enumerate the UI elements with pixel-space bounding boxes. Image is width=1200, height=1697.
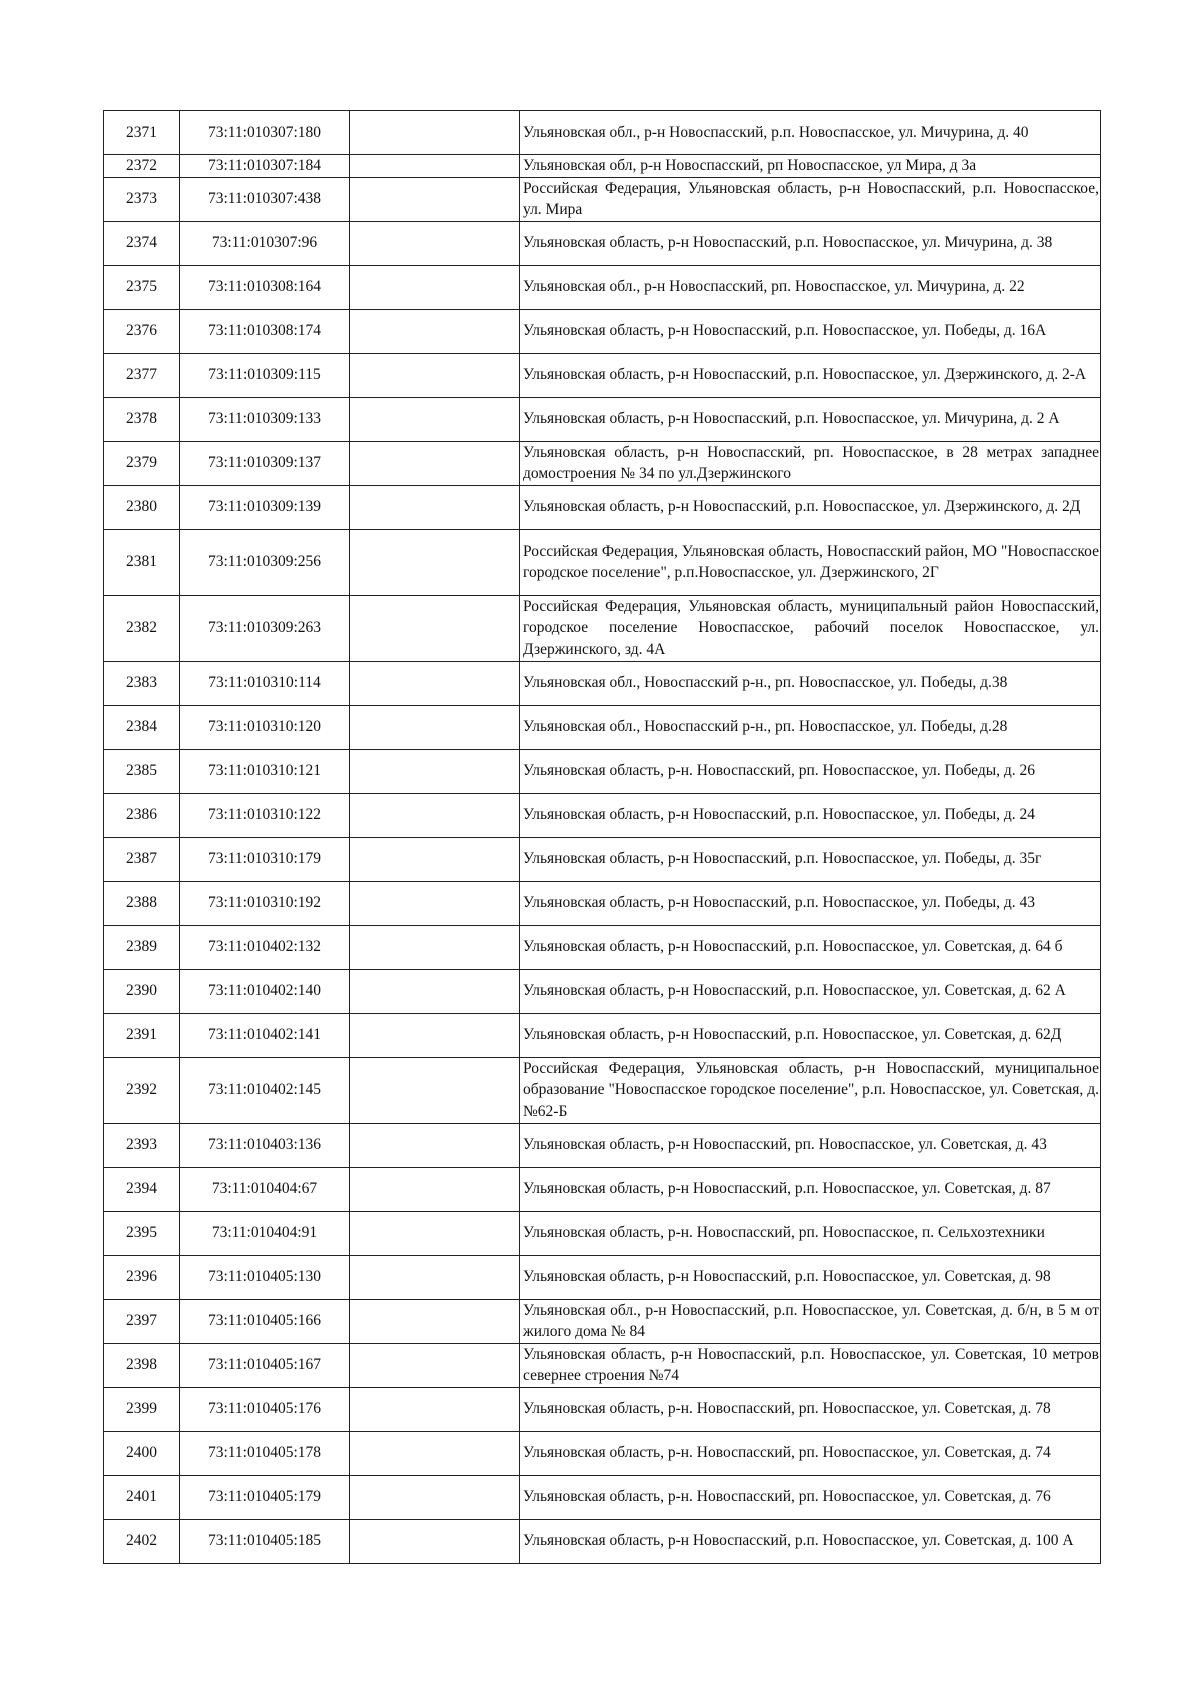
cadastral-number-cell: 73:11:010402:145 [180, 1057, 350, 1123]
table-row [104, 969, 1101, 1013]
empty-cell [350, 1013, 520, 1057]
row-number-cell: 2397 [104, 1299, 180, 1343]
table-row [104, 1211, 1101, 1255]
empty-cell [350, 1123, 520, 1167]
table-row [104, 1519, 1101, 1563]
address-cell: Ульяновская область, р-н Новоспасский, р.п. Новоспасское, ул. Советская, д. 62Д [520, 1013, 1101, 1057]
cadastral-number-cell: 73:11:010309:256 [180, 529, 350, 595]
empty-cell [350, 353, 520, 397]
table-row [104, 529, 1101, 595]
address-cell: Ульяновская область, р-н Новоспасский, рп. Новоспасское, в 28 метрах западнее домостроения № 34 по ул.Дзержинского [520, 441, 1101, 485]
address-cell: Ульяновская обл., р-н Новоспасский, р.п. Новоспасское, ул. Советская, д. б/н, в 5 м от жилого дома № 84 [520, 1299, 1101, 1343]
table-row [104, 397, 1101, 441]
table-row [104, 925, 1101, 969]
address-cell: Ульяновская область, р-н Новоспасский, р.п. Новоспасское, ул. Победы, д. 35г [520, 837, 1101, 881]
row-number-cell: 2393 [104, 1123, 180, 1167]
row-number-cell: 2401 [104, 1475, 180, 1519]
cadastral-number-cell: 73:11:010405:185 [180, 1519, 350, 1563]
empty-cell [350, 925, 520, 969]
address-cell: Ульяновская область, р-н Новоспасский, р.п. Новоспасское, ул. Дзержинского, д. 2-А [520, 353, 1101, 397]
address-cell: Ульяновская обл., Новоспасский р-н., рп. Новоспасское, ул. Победы, д.28 [520, 705, 1101, 749]
row-number-cell: 2373 [104, 177, 180, 221]
address-cell: Ульяновская область, р-н. Новоспасский, рп. Новоспасское, п. Сельхозтехники [520, 1211, 1101, 1255]
table-row [104, 1123, 1101, 1167]
empty-cell [350, 1475, 520, 1519]
address-cell: Ульяновская область, р-н Новоспасский, р.п. Новоспасское, ул. Советская, д. 87 [520, 1167, 1101, 1211]
table-row [104, 265, 1101, 309]
cadastral-table [103, 110, 1101, 1564]
empty-cell [350, 1167, 520, 1211]
table-row [104, 661, 1101, 705]
row-number-cell: 2372 [104, 155, 180, 178]
cadastral-number-cell: 73:11:010307:184 [180, 155, 350, 178]
table-row [104, 749, 1101, 793]
cadastral-number-cell: 73:11:010309:137 [180, 441, 350, 485]
address-cell: Ульяновская область, р-н Новоспасский, рп. Новоспасское, ул. Советская, д. 43 [520, 1123, 1101, 1167]
empty-cell [350, 397, 520, 441]
row-number-cell: 2398 [104, 1343, 180, 1387]
address-cell: Ульяновская обл., р-н Новоспасский, р.п. Новоспасское, ул. Мичурина, д. 40 [520, 111, 1101, 155]
cadastral-number-cell: 73:11:010404:67 [180, 1167, 350, 1211]
table-row [104, 1299, 1101, 1343]
table-row [104, 1057, 1101, 1123]
row-number-cell: 2374 [104, 221, 180, 265]
table-row [104, 1013, 1101, 1057]
address-cell: Ульяновская обл., Новоспасский р-н., рп. Новоспасское, ул. Победы, д.38 [520, 661, 1101, 705]
empty-cell [350, 837, 520, 881]
cadastral-number-cell: 73:11:010405:176 [180, 1387, 350, 1431]
empty-cell [350, 1211, 520, 1255]
cadastral-number-cell: 73:11:010309:263 [180, 595, 350, 661]
row-number-cell: 2394 [104, 1167, 180, 1211]
empty-cell [350, 1387, 520, 1431]
cadastral-number-cell: 73:11:010307:180 [180, 111, 350, 155]
table-row [104, 793, 1101, 837]
empty-cell [350, 661, 520, 705]
row-number-cell: 2387 [104, 837, 180, 881]
row-number-cell: 2380 [104, 485, 180, 529]
row-number-cell: 2375 [104, 265, 180, 309]
address-cell: Ульяновская область, р-н Новоспасский, р.п. Новоспасское, ул. Советская, д. 62 А [520, 969, 1101, 1013]
row-number-cell: 2388 [104, 881, 180, 925]
address-cell: Ульяновская область, р-н Новоспасский, р.п. Новоспасское, ул. Советская, 10 метров севернее строения №74 [520, 1343, 1101, 1387]
table-row [104, 1255, 1101, 1299]
empty-cell [350, 309, 520, 353]
cadastral-number-cell: 73:11:010405:166 [180, 1299, 350, 1343]
address-cell: Ульяновская область, р-н Новоспасский, р.п. Новоспасское, ул. Мичурина, д. 38 [520, 221, 1101, 265]
table-row [104, 1167, 1101, 1211]
cadastral-number-cell: 73:11:010310:121 [180, 749, 350, 793]
row-number-cell: 2377 [104, 353, 180, 397]
table-row [104, 309, 1101, 353]
address-cell: Ульяновская область, р-н Новоспасский, р.п. Новоспасское, ул. Советская, д. 64 б [520, 925, 1101, 969]
table-row [104, 441, 1101, 485]
empty-cell [350, 1431, 520, 1475]
cadastral-number-cell: 73:11:010310:120 [180, 705, 350, 749]
empty-cell [350, 793, 520, 837]
empty-cell [350, 749, 520, 793]
address-cell: Российская Федерация, Ульяновская область, р-н Новоспасский, р.п. Новоспасское, ул. Мира [520, 177, 1101, 221]
empty-cell [350, 441, 520, 485]
cadastral-number-cell: 73:11:010405:130 [180, 1255, 350, 1299]
empty-cell [350, 221, 520, 265]
address-cell: Ульяновская область, р-н Новоспасский, р.п. Новоспасское, ул. Советская, д. 98 [520, 1255, 1101, 1299]
address-cell: Ульяновская область, р-н Новоспасский, р.п. Новоспасское, ул. Победы, д. 43 [520, 881, 1101, 925]
empty-cell [350, 155, 520, 178]
address-cell: Российская Федерация, Ульяновская область, Новоспасский район, МО "Новоспасское городское поселение", р.п.Новоспасское, ул. Дзержинского, 2Г [520, 529, 1101, 595]
table-row [104, 881, 1101, 925]
table-row [104, 353, 1101, 397]
row-number-cell: 2383 [104, 661, 180, 705]
table-row [104, 1475, 1101, 1519]
cadastral-number-cell: 73:11:010307:438 [180, 177, 350, 221]
empty-cell [350, 1343, 520, 1387]
cadastral-number-cell: 73:11:010310:122 [180, 793, 350, 837]
address-cell: Ульяновская область, р-н. Новоспасский, рп. Новоспасское, ул. Советская, д. 76 [520, 1475, 1101, 1519]
empty-cell [350, 177, 520, 221]
address-cell: Российская Федерация, Ульяновская область, р-н Новоспасский, муниципальное образование "Новоспасское городское поселение", р.п. Новоспасское, ул. Советская, д.№62-Б [520, 1057, 1101, 1123]
row-number-cell: 2389 [104, 925, 180, 969]
cadastral-number-cell: 73:11:010402:141 [180, 1013, 350, 1057]
table-row [104, 1343, 1101, 1387]
empty-cell [350, 1519, 520, 1563]
table-row [104, 111, 1101, 155]
address-cell: Ульяновская область, р-н Новоспасский, р.п. Новоспасское, ул. Дзержинского, д. 2Д [520, 485, 1101, 529]
cadastral-number-cell: 73:11:010405:179 [180, 1475, 350, 1519]
cadastral-number-cell: 73:11:010310:192 [180, 881, 350, 925]
table-row [104, 1431, 1101, 1475]
empty-cell [350, 111, 520, 155]
row-number-cell: 2402 [104, 1519, 180, 1563]
row-number-cell: 2390 [104, 969, 180, 1013]
address-cell: Ульяновская область, р-н Новоспасский, р.п. Новоспасское, ул. Победы, д. 16А [520, 309, 1101, 353]
cadastral-number-cell: 73:11:010309:115 [180, 353, 350, 397]
row-number-cell: 2381 [104, 529, 180, 595]
cadastral-number-cell: 73:11:010308:174 [180, 309, 350, 353]
empty-cell [350, 595, 520, 661]
empty-cell [350, 529, 520, 595]
row-number-cell: 2399 [104, 1387, 180, 1431]
table-row [104, 221, 1101, 265]
row-number-cell: 2391 [104, 1013, 180, 1057]
empty-cell [350, 485, 520, 529]
row-number-cell: 2382 [104, 595, 180, 661]
cadastral-number-cell: 73:11:010403:136 [180, 1123, 350, 1167]
row-number-cell: 2392 [104, 1057, 180, 1123]
row-number-cell: 2386 [104, 793, 180, 837]
address-cell: Ульяновская область, р-н Новоспасский, р.п. Новоспасское, ул. Советская, д. 100 А [520, 1519, 1101, 1563]
address-cell: Российская Федерация, Ульяновская область, муниципальный район Новоспасский, городское поселение Новоспасское, рабочий поселок Новоспасское, ул. Дзержинского, зд. 4А [520, 595, 1101, 661]
row-number-cell: 2376 [104, 309, 180, 353]
cadastral-number-cell: 73:11:010405:178 [180, 1431, 350, 1475]
row-number-cell: 2385 [104, 749, 180, 793]
row-number-cell: 2378 [104, 397, 180, 441]
table-row [104, 485, 1101, 529]
row-number-cell: 2371 [104, 111, 180, 155]
cadastral-number-cell: 73:11:010309:133 [180, 397, 350, 441]
empty-cell [350, 881, 520, 925]
row-number-cell: 2395 [104, 1211, 180, 1255]
empty-cell [350, 705, 520, 749]
table-row [104, 837, 1101, 881]
address-cell: Ульяновская обл., р-н Новоспасский, рп. Новоспасское, ул. Мичурина, д. 22 [520, 265, 1101, 309]
cadastral-number-cell: 73:11:010404:91 [180, 1211, 350, 1255]
address-cell: Ульяновская область, р-н Новоспасский, р.п. Новоспасское, ул. Победы, д. 24 [520, 793, 1101, 837]
cadastral-number-cell: 73:11:010402:132 [180, 925, 350, 969]
row-number-cell: 2379 [104, 441, 180, 485]
address-cell: Ульяновская обл, р-н Новоспасский, рп Новоспасское, ул Мира, д 3а [520, 155, 1101, 178]
empty-cell [350, 1299, 520, 1343]
cadastral-number-cell: 73:11:010308:164 [180, 265, 350, 309]
table-row [104, 595, 1101, 661]
cadastral-number-cell: 73:11:010405:167 [180, 1343, 350, 1387]
address-cell: Ульяновская область, р-н. Новоспасский, рп. Новоспасское, ул. Советская, д. 78 [520, 1387, 1101, 1431]
cadastral-number-cell: 73:11:010310:179 [180, 837, 350, 881]
row-number-cell: 2384 [104, 705, 180, 749]
table-body [104, 111, 1101, 1564]
cadastral-number-cell: 73:11:010307:96 [180, 221, 350, 265]
empty-cell [350, 1255, 520, 1299]
table-row [104, 705, 1101, 749]
row-number-cell: 2396 [104, 1255, 180, 1299]
empty-cell [350, 265, 520, 309]
address-cell: Ульяновская область, р-н Новоспасский, р.п. Новоспасское, ул. Мичурина, д. 2 А [520, 397, 1101, 441]
table-row [104, 1387, 1101, 1431]
empty-cell [350, 1057, 520, 1123]
address-cell: Ульяновская область, р-н. Новоспасский, рп. Новоспасское, ул. Победы, д. 26 [520, 749, 1101, 793]
cadastral-number-cell: 73:11:010309:139 [180, 485, 350, 529]
table-row [104, 177, 1101, 221]
table-row [104, 155, 1101, 178]
cadastral-number-cell: 73:11:010310:114 [180, 661, 350, 705]
row-number-cell: 2400 [104, 1431, 180, 1475]
empty-cell [350, 969, 520, 1013]
address-cell: Ульяновская область, р-н. Новоспасский, рп. Новоспасское, ул. Советская, д. 74 [520, 1431, 1101, 1475]
cadastral-number-cell: 73:11:010402:140 [180, 969, 350, 1013]
